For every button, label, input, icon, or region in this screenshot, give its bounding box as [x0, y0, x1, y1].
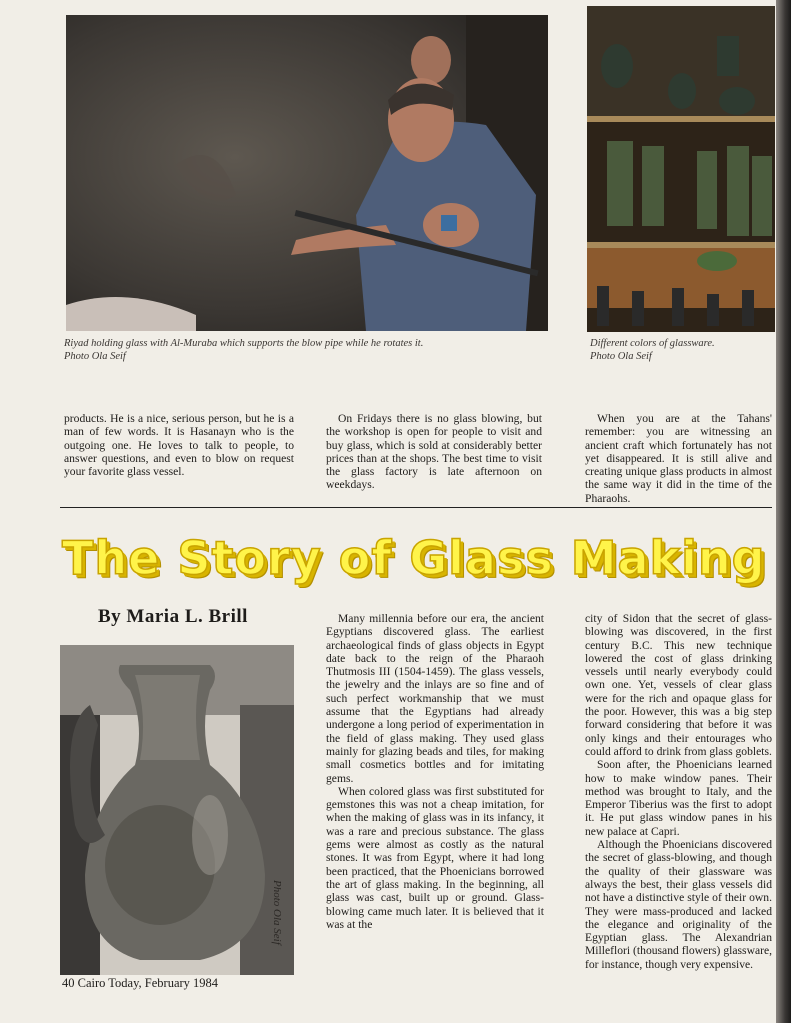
photo-glass-jug [60, 645, 294, 975]
photo1-caption [64, 337, 423, 363]
page-edge-shadow [776, 0, 791, 1023]
photo2-credit: Photo Ola Seif [590, 351, 652, 362]
top-column-3 [585, 412, 772, 505]
top-column-2 [326, 412, 542, 492]
photo2-caption-text: Different colors of glassware. [590, 338, 715, 349]
article-col2-para1: Many millennia before our era, the ancient Egyptians discovered glass. The earliest archaeological finds of glass objects in Egypt date back to the reign of the Pharaoh Thutmosis III (1504-1459). The glass vessels, the jewelry and the inlays are so fine and of such perfect workmanship that we must assume that the Egyptians had already undergone a long period of experimentation in the field of glass making. They used glass mainly for glazing beads and tiles, for making small cosmetics bottles and for imitating gems. [326, 612, 544, 785]
article-headline: The Story of Glass Making [62, 531, 766, 585]
article-col3-para2: Soon after, the Phoenicians learned how to make window panes. Their method was brought to Italy, and the Emperor Tiberius was the first to adopt it. He put glass window panes in his new palace at Capri. [585, 758, 772, 838]
article-column-3 [585, 612, 772, 971]
photo1-caption-text: Riyad holding glass with Al-Muraba which supports the blow pipe while he rotates it. [64, 338, 424, 349]
article-byline: By Maria L. Brill [98, 606, 248, 627]
top-column-2-text: On Fridays there is no glass blowing, but the workshop is open for people to visit and buy glass, which is sold at considerably better prices than at the shops. The best time to visit the glass factory is late afternoon on weekdays. [326, 412, 542, 492]
top-column-1 [64, 412, 294, 478]
top-column-1-text: products. He is a nice, serious person, but he is a man of few words. It is Hasanayn who is the outgoing one. He loves to talk to people, to answer questions, and even to blow on request your favorite glass vessel. [64, 412, 294, 479]
photo3-credit-vertical: Photo Ola Seif [271, 880, 283, 945]
article-column-2 [326, 612, 544, 931]
section-divider [60, 507, 772, 508]
photo-glassblower [66, 15, 548, 331]
article-col3-para1: city of Sidon that the secret of glass-blowing was discovered, in the first century B.C. This new technique lowered the cost of glass drinking vessels until nearly everybody could own one. Yet, vessels of clear glass were for the rich and opaque glass for the poor. However, this was a big step forward considering that before it was only kings and their entourages who could afford to drink from glass goblets. [585, 612, 772, 758]
top-column-3-text: When you are at the Tahans' remember: you are witnessing an ancient craft which fortunately has not yet disappeared. It is still alive and creating unique glass products in almost the same way it did in the time of the Pharaohs. [585, 412, 772, 505]
article-col3-para3: Although the Phoenicians discovered the secret of glass-blowing, and though the quality of their glassware was always the best, their glass vessels did not have a distinctive style of their own. They were mass-produced and lacked the elegance and originality of the Egyptian glass. The Alexandrian Milleflori (thousand flowers) glassware, for instance, though very expensive. [585, 838, 772, 971]
photo2-caption [590, 337, 715, 363]
photo-glassware-shelves [587, 6, 775, 332]
photo1-credit: Photo Ola Seif [64, 351, 126, 362]
article-col2-para2: When colored glass was first substituted for gemstones this was not a cheap imitation, for when the making of glass was in its infancy, it was a rare and precious substance. The glass gems were almost as costly as the natural stones. It was from Egypt, where it had long been practiced, that the Phoenicians borrowed the art of glass making. In the beginning, all glass was cast, built up or ground. Glass-blowing came much later. It is believed that it was at the [326, 784, 544, 931]
page-footer: 40 Cairo Today, February 1984 [62, 976, 219, 990]
